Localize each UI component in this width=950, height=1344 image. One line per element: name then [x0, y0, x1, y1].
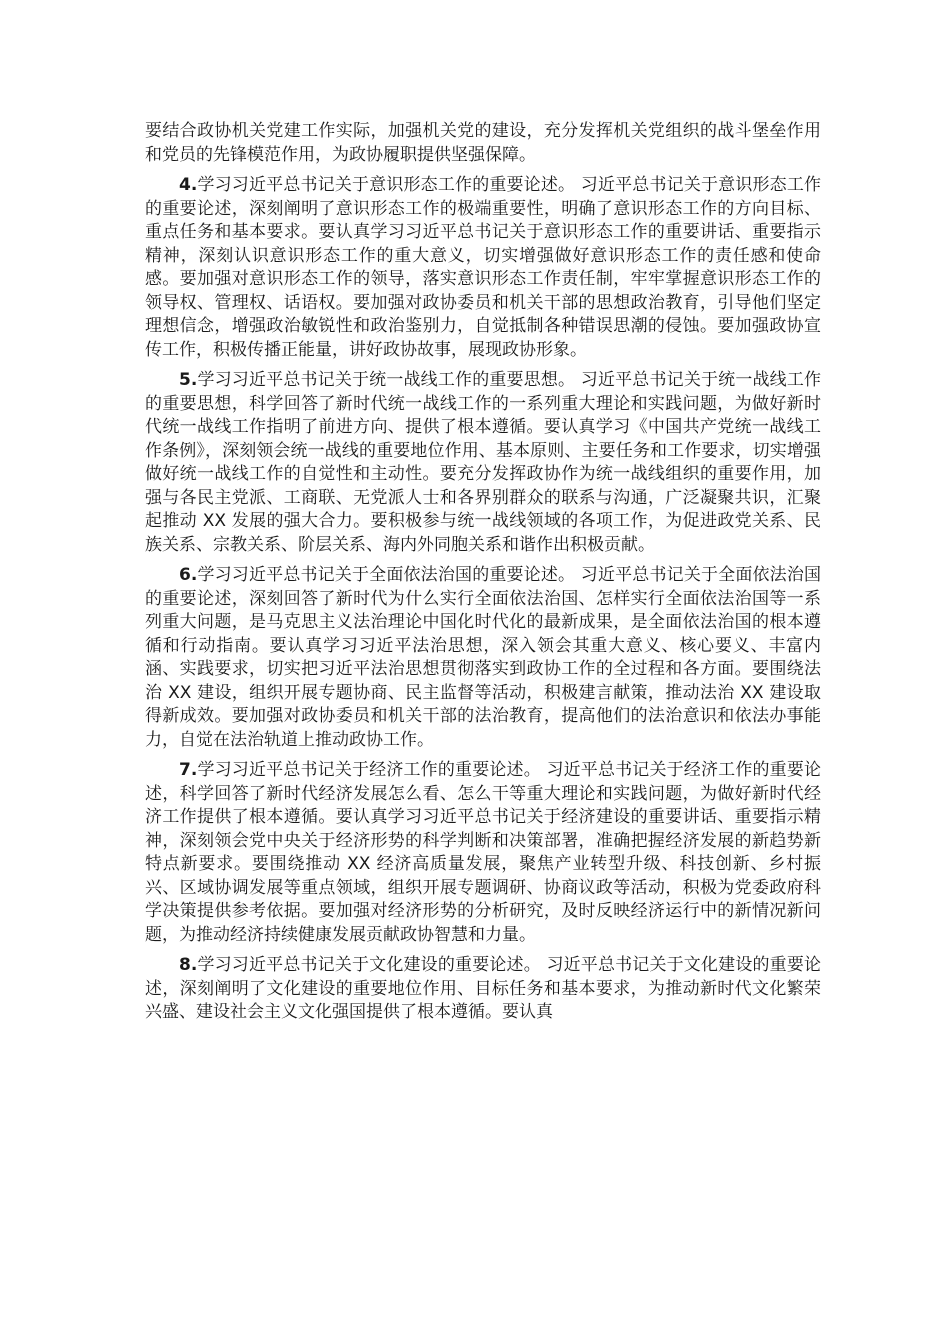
- paragraph-body: 习近平总书记关于统一战线工作的重要思想，科学回答了新时代统一战线工作的一系列重大理论和实践问题，为做好新时代统一战线工作指明了前进方向、提供了根本遵循。要认真学习《中国共产党统一战线工作条例》，深刻领会统一战线的重要地位作用、基本原则、主要任务和工作要求，切实增强做好统一战线工作的自觉性和主动性。要充分发挥政协作为统一战线组织的重要作用，加强与各民主党派、工商联、无党派人士和各界别群众的联系与沟通，广泛凝聚共识，汇聚起推动 XX 发展的强大合力。要积极参与统一战线领域的各项工作，为促进政党关系、民族关系、宗教关系、阶层关系、海内外同胞关系和谐作出积极贡献。: [145, 370, 822, 555]
- paragraph-item-5: [145, 369, 821, 557]
- paragraph-body: 习近平总书记关于经济工作的重要论述，科学回答了新时代经济发展怎么看、怎么干等重大理论和实践问题，为做好新时代经济工作提供了根本遵循。要认真学习习近平总书记关于经济建设的重要讲话、重要指示精神，深刻领会党中央关于经济形势的科学判断和决策部署，准确把握经济发展的新趋势新特点新要求。要围绕推动 XX 经济高质量发展，聚焦产业转型升级、科技创新、乡村振兴、区域协调发展等重点领域，组织开展专题调研、协商议政等活动，积极为党委政府科学决策提供参考依据。要加强对经济形势的分析研究，及时反映经济运行中的新情况新问题，为推动经济持续健康发展贡献政协智慧和力量。: [145, 760, 822, 945]
- paragraph-body: 习近平总书记关于全面依法治国的重要论述，深刻回答了新时代为什么实行全面依法治国、怎样实行全面依法治国等一系列重大问题，是马克思主义法治理论中国化时代化的最新成果，是全面依法治国的根本遵循和行动指南。要认真学习习近平法治思想，深入领会其重大意义、核心要义、丰富内涵、实践要求，切实把习近平法治思想贯彻落实到政协工作的全过程和各方面。要围绕法治 XX 建设，组织开展专题协商、民主监督等活动，积极建言献策，推动法治 XX 建设取得新成效。要加强对政协委员和机关干部的法治教育，提高他们的法治意识和依法办事能力，自觉在法治轨道上推动政协工作。: [145, 565, 822, 750]
- paragraph-item-4: [145, 174, 821, 362]
- paragraph-body: 习近平总书记关于意识形态工作的重要论述，深刻阐明了意识形态工作的极端重要性，明确了意识形态工作的方向目标、重点任务和基本要求。要认真学习习近平总书记关于意识形态工作的重要讲话、重要指示精神，深刻认识意识形态工作的重大意义，切实增强做好意识形态工作的责任感和使命感。要加强对意识形态工作的领导，落实意识形态工作责任制，牢牢掌握意识形态工作的领导权、管理权、话语权。要加强对政协委员和机关干部的思想政治教育，引导他们坚定理想信念，增强政治敏锐性和政治鉴别力，自觉抵制各种错误思潮的侵蚀。要加强政协宣传工作，积极传播正能量，讲好政协故事，展现政协形象。: [145, 175, 822, 360]
- item-number: 5.: [179, 370, 198, 390]
- item-number: 8.: [179, 955, 198, 975]
- item-heading: 学习习近平总书记关于统一战线工作的重要思想。: [197, 370, 576, 390]
- paragraph-body: 要结合政协机关党建工作实际，加强机关党的建设，充分发挥机关党组织的战斗堡垒作用和党员的先锋模范作用，为政协履职提供坚强保障。: [145, 121, 821, 165]
- item-number: 7.: [179, 760, 198, 780]
- paragraph-item-8: [145, 954, 821, 1025]
- paragraph-body: 习近平总书记关于文化建设的重要论述，深刻阐明了文化建设的重要地位作用、目标任务和基本要求，为推动新时代文化繁荣兴盛、建设社会主义文化强国提供了根本遵循。要认真: [145, 955, 822, 1022]
- item-number: 6.: [179, 565, 198, 585]
- item-number: 4.: [179, 175, 198, 195]
- item-heading: 学习习近平总书记关于意识形态工作的重要论述。: [197, 175, 576, 195]
- paragraph-continuation: [145, 120, 821, 167]
- item-heading: 学习习近平总书记关于全面依法治国的重要论述。: [197, 565, 576, 585]
- item-heading: 学习习近平总书记关于经济工作的重要论述。: [197, 760, 541, 780]
- paragraph-item-6: [145, 564, 821, 752]
- paragraph-item-7: [145, 759, 821, 947]
- item-heading: 学习习近平总书记关于文化建设的重要论述。: [197, 955, 541, 975]
- document-page: [145, 120, 821, 1032]
